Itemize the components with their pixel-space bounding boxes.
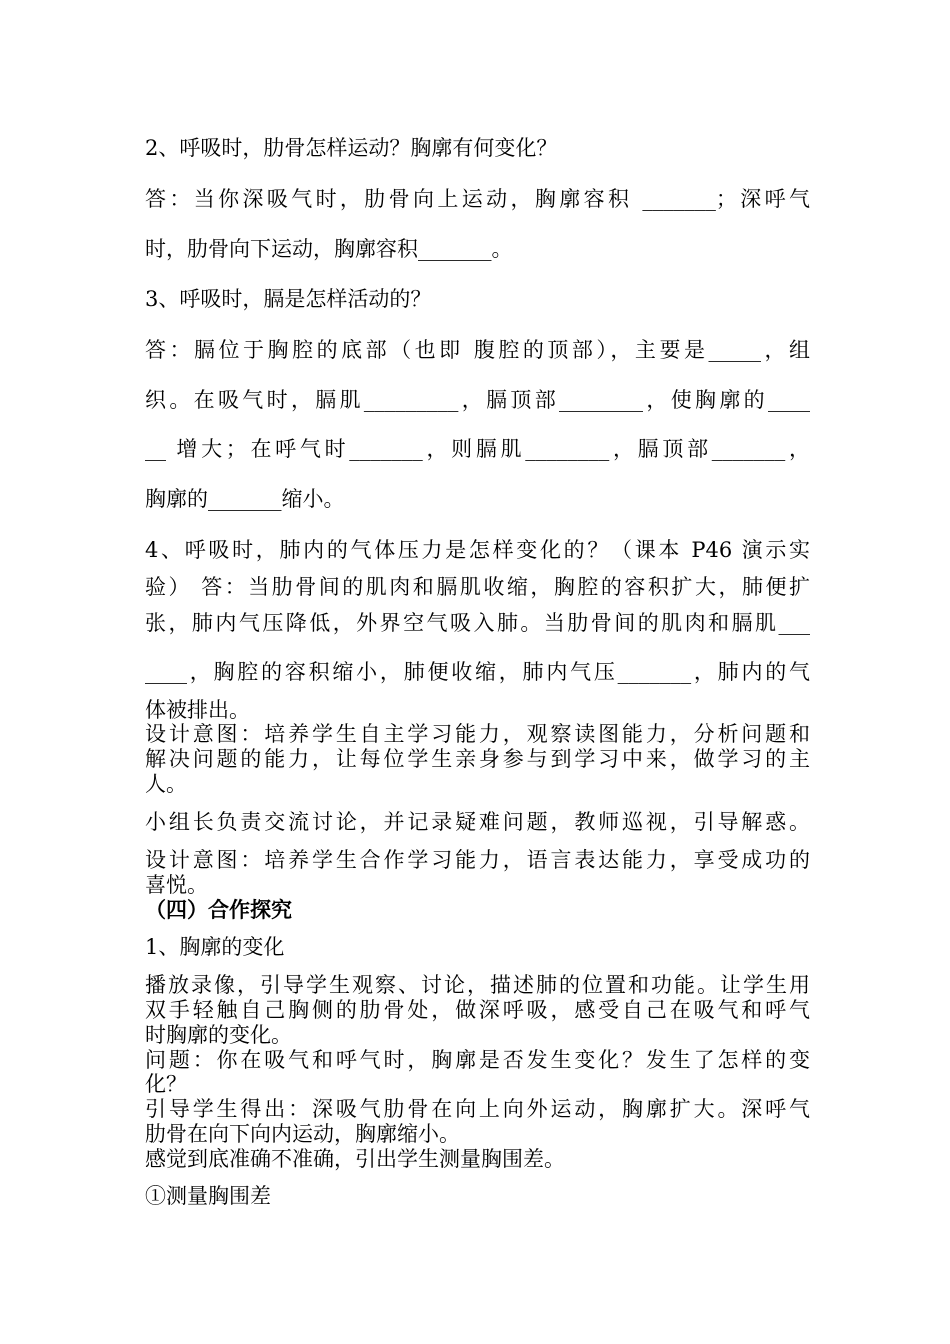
question-4-line-5: 体被排出。	[145, 698, 250, 722]
group-discussion: 小组长负责交流讨论，并记录疑难问题，教师巡视，引导解惑。	[145, 810, 810, 834]
problem-line-1: 问题：你在吸气和呼气时，胸廓是否发生变化？发生了怎样的变	[145, 1048, 810, 1072]
question-2: 2、呼吸时，肋骨怎样运动？胸廓有何变化？	[145, 136, 558, 160]
question-4-line-1: 4、呼吸时，肺内的气体压力是怎样变化的？（课本 P46 演示实	[145, 538, 810, 562]
measure-intro: 感觉到底准确不准确，引出学生测量胸围差。	[145, 1147, 565, 1171]
conclusion-line-2: 肋骨在向下向内运动，胸廓缩小。	[145, 1122, 460, 1146]
measure-chest-difference: ①测量胸围差	[145, 1184, 271, 1208]
document-page	[145, 0, 810, 1344]
section-heading-cooperative-inquiry: （四）合作探究	[145, 898, 292, 922]
design-intent-2-line-1: 设计意图：培养学生合作学习能力，语言表达能力，享受成功的	[145, 848, 810, 872]
design-intent-1-line-3: 人。	[145, 772, 187, 796]
answer-3-line-2: 织。在吸气时，膈肌_________，膈顶部________，使胸廓的____	[145, 388, 810, 412]
activity-line-2: 双手轻触自己胸侧的肋骨处，做深呼吸，感受自己在吸气和呼气	[145, 998, 810, 1022]
answer-3-line-4: 胸廓的_______缩小。	[145, 487, 345, 511]
answer-2-line-1: 答：当你深吸气时，肋骨向上运动，胸廓容积 _______；深呼气	[145, 187, 810, 211]
subheading-thorax-change: 1、胸廓的变化	[145, 935, 285, 959]
answer-2-line-2: 时，肋骨向下运动，胸廓容积_______。	[145, 237, 513, 261]
question-4-line-2: 验） 答：当肋骨间的肌肉和膈肌收缩，胸腔的容积扩大，肺便扩	[145, 575, 810, 599]
answer-3-line-3: __ 增大；在呼气时_______，则膈肌________，膈顶部_______，	[145, 437, 810, 461]
problem-line-2: 化？	[145, 1072, 187, 1096]
design-intent-1-line-1: 设计意图：培养学生自主学习能力，观察读图能力，分析问题和	[145, 722, 810, 746]
activity-line-3: 时胸廓的变化。	[145, 1023, 292, 1047]
question-4-line-4: ____，胸腔的容积缩小，肺便收缩，肺内气压_______，肺内的气	[145, 660, 810, 684]
question-4-line-3: 张，肺内气压降低，外界空气吸入肺。当肋骨间的肌肉和膈肌___	[145, 611, 810, 635]
conclusion-line-1: 引导学生得出：深吸气肋骨在向上向外运动，胸廓扩大。深呼气	[145, 1097, 810, 1121]
design-intent-2-line-2: 喜悦。	[145, 873, 208, 897]
answer-3-line-1: 答：膈位于胸腔的底部（也即 腹腔的顶部），主要是_____，组	[145, 338, 810, 362]
question-3: 3、呼吸时，膈是怎样活动的？	[145, 287, 432, 311]
activity-line-1: 播放录像，引导学生观察、讨论，描述肺的位置和功能。让学生用	[145, 973, 810, 997]
design-intent-1-line-2: 解决问题的能力，让每位学生亲身参与到学习中来，做学习的主	[145, 747, 810, 771]
